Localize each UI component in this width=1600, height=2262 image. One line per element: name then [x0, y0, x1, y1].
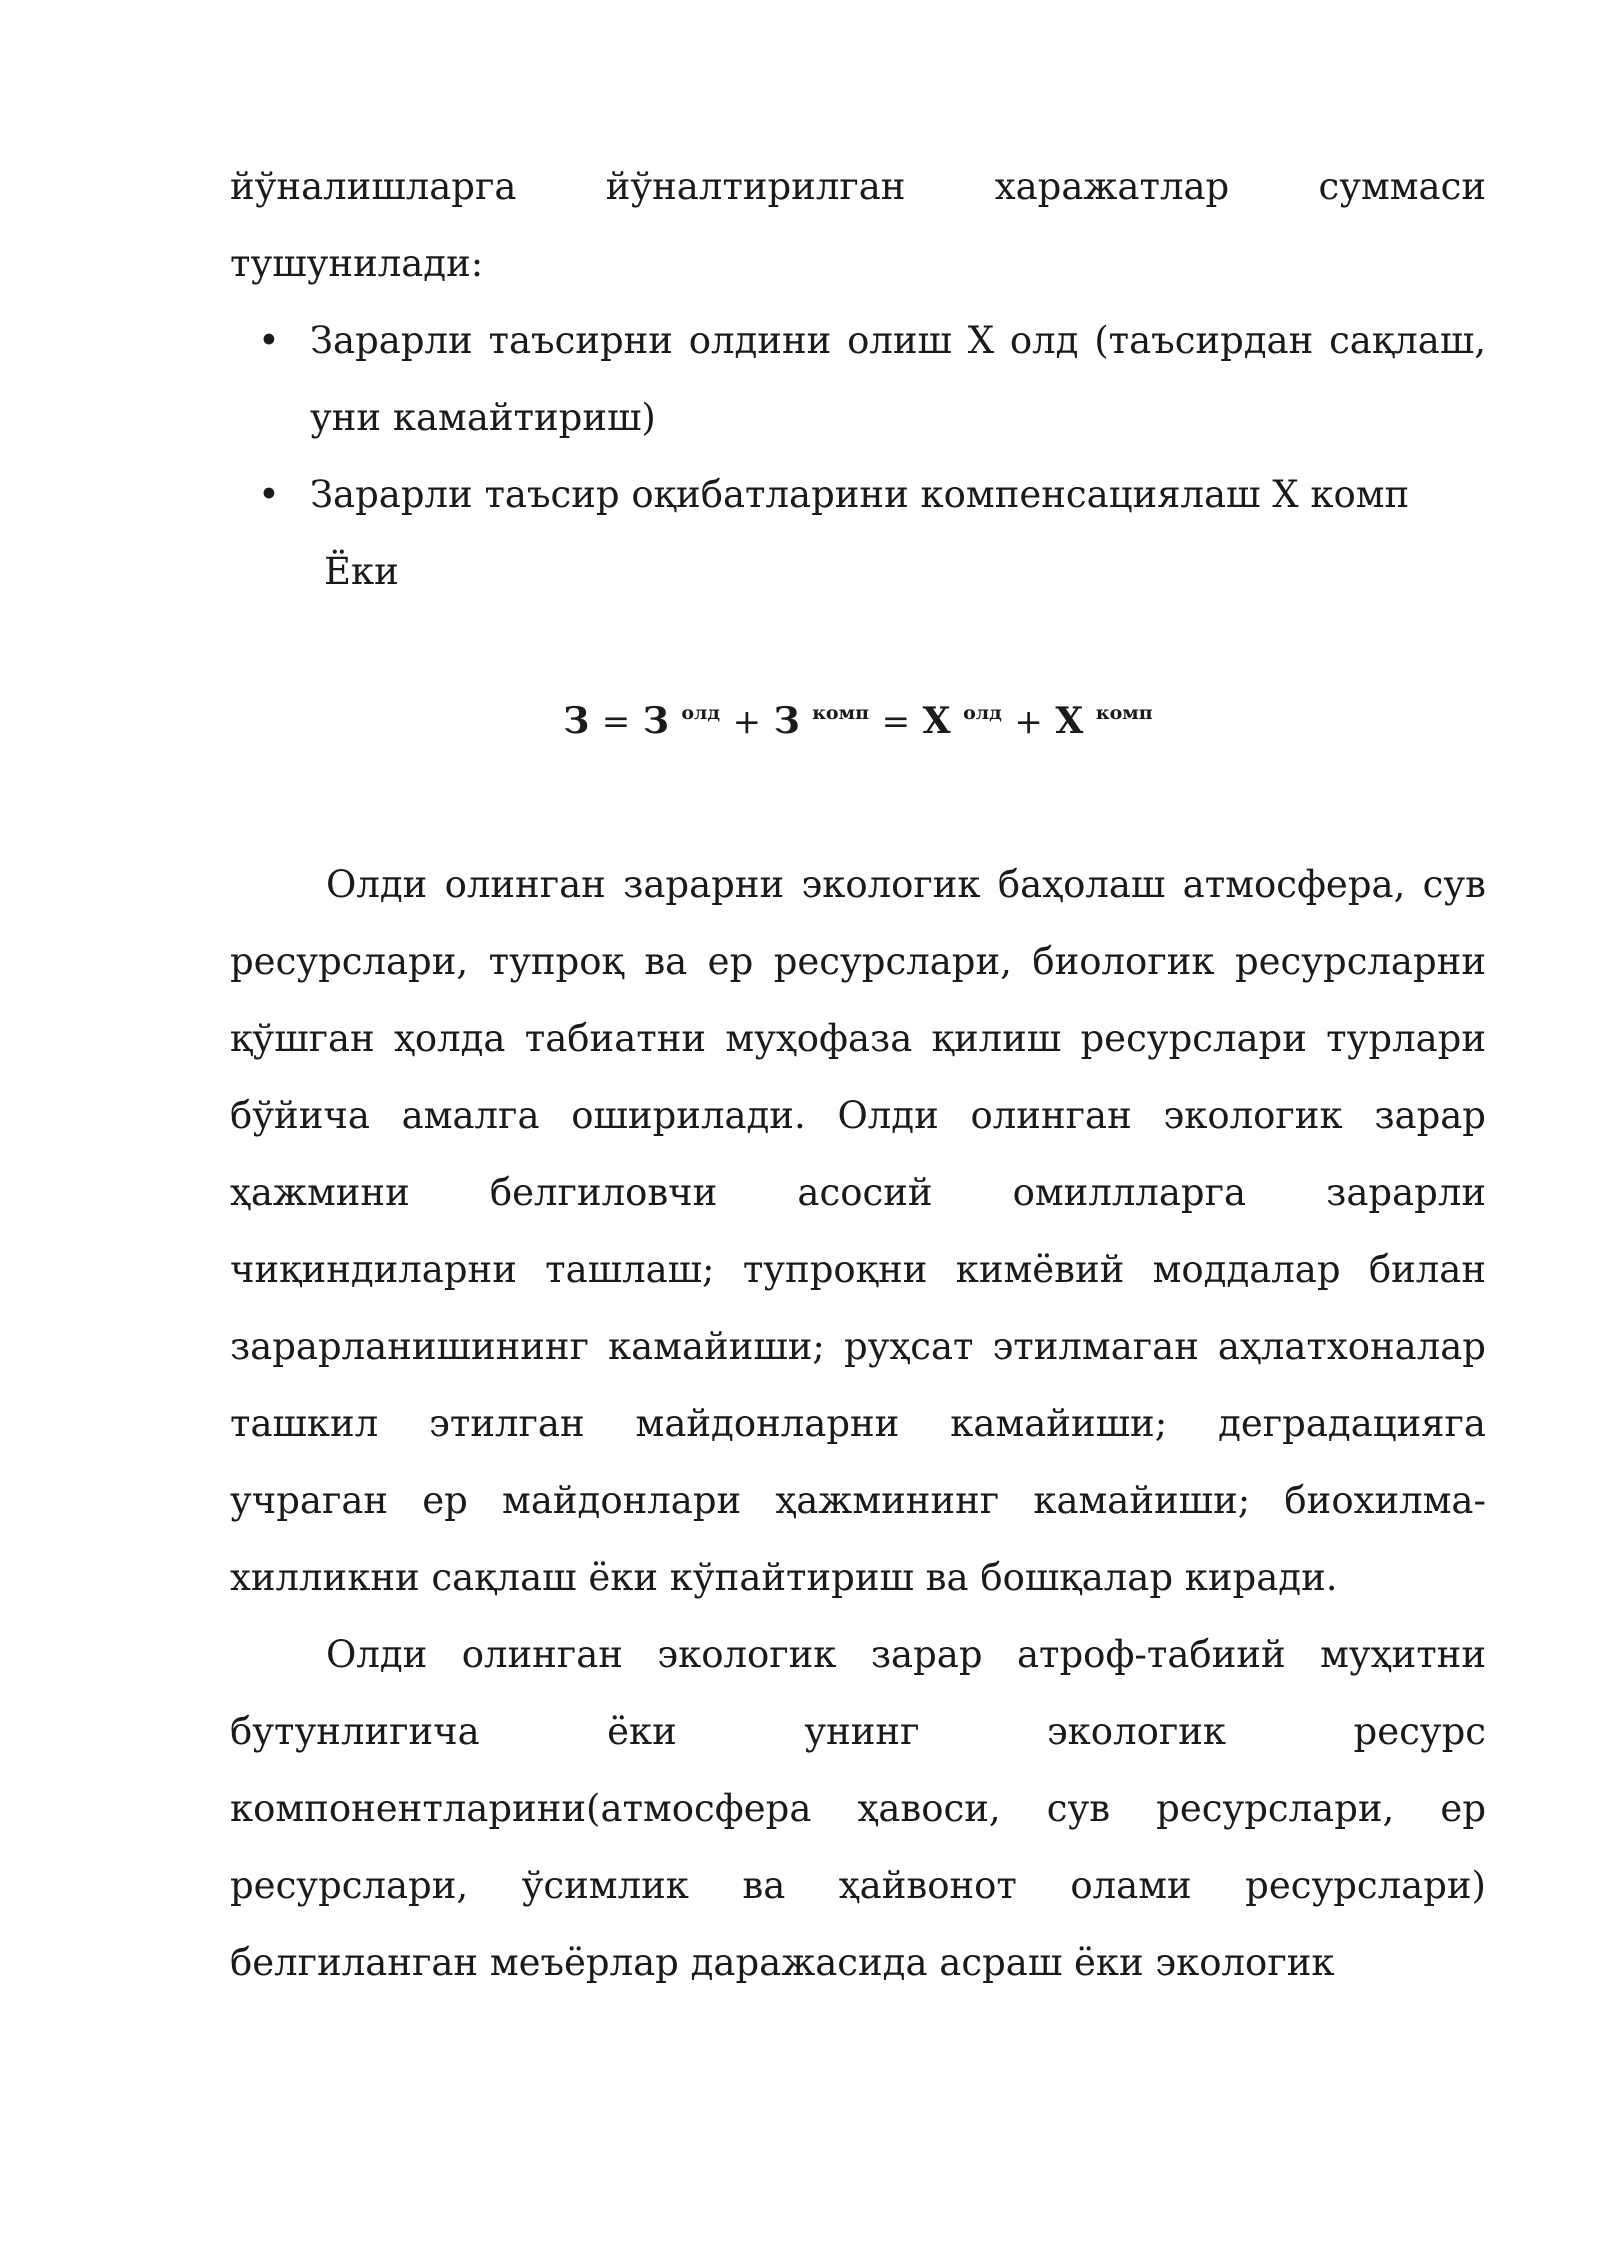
formula-sup-komp: комп	[812, 702, 870, 724]
formula-sup-old: олд	[963, 702, 1002, 724]
paragraph-prevented-damage: Олди олинган экологик зарар атроф-табиий муҳитни бутунлигича ёки унинг экологик ресурс компонентларини(атмосфера ҳавоси, сув ресурслари, ер ресурслари, ўсимлик ва ҳайвонот олами ресурслари) белгиланган меъёрлар даражасида асраш ёки экологик	[230, 1633, 1486, 1984]
bullet-text: Зарарли таъсирни олдини олиш Х олд (таъсирдан сақлаш, уни камайтириш)	[310, 319, 1486, 439]
bullet-text: Зарарли таъсир оқибатларини компенсациялаш Х комп	[310, 473, 1410, 516]
formula-equals: =	[601, 702, 631, 742]
formula-equals: =	[881, 702, 911, 742]
formula-x: Х	[1055, 700, 1084, 742]
formula-z: З	[773, 700, 800, 742]
formula-x: Х	[922, 700, 951, 742]
document-page	[230, 148, 1486, 2001]
intro-text: йўналишларга йўналтирилган харажатлар суммаси тушунилади:	[230, 165, 1486, 285]
bullet-list	[230, 302, 1486, 533]
or-word: Ёки	[324, 550, 399, 593]
formula	[230, 683, 1486, 743]
bullet-item-compensation	[230, 456, 1486, 533]
bullet-item-prevention	[230, 302, 1486, 456]
formula-z: З	[563, 700, 590, 742]
formula-z: З	[642, 700, 669, 742]
formula-plus: +	[1014, 702, 1043, 742]
bullet-icon: •	[258, 473, 280, 516]
formula-sup-komp: комп	[1095, 702, 1153, 724]
bullet-icon: •	[258, 319, 280, 362]
paragraph-assessment: Олди олинган зарарни экологик баҳолаш атмосфера, сув ресурслари, тупроқ ва ер ресурслари, биологик ресурсларни қўшган ҳолда табиатни муҳофаза қилиш ресурслари турлари бўйича амалга оширилади. Олди олинган экологик зарар ҳажмини белгиловчи асосий омиллларга зарарли чиқиндиларни ташлаш; тупроқни кимёвий моддалар билан зарарланишининг камайиши; руҳсат этилмаган аҳлатхоналар ташкил этилган майдонларни камайиши; деградацияга учраган ер майдонлари ҳажмининг камайиши; биохилма-хилликни сақлаш ёки кўпайтириш ва бошқалар киради.	[230, 863, 1486, 1599]
formula-plus: +	[732, 702, 762, 742]
formula-sup-old: олд	[681, 702, 721, 724]
